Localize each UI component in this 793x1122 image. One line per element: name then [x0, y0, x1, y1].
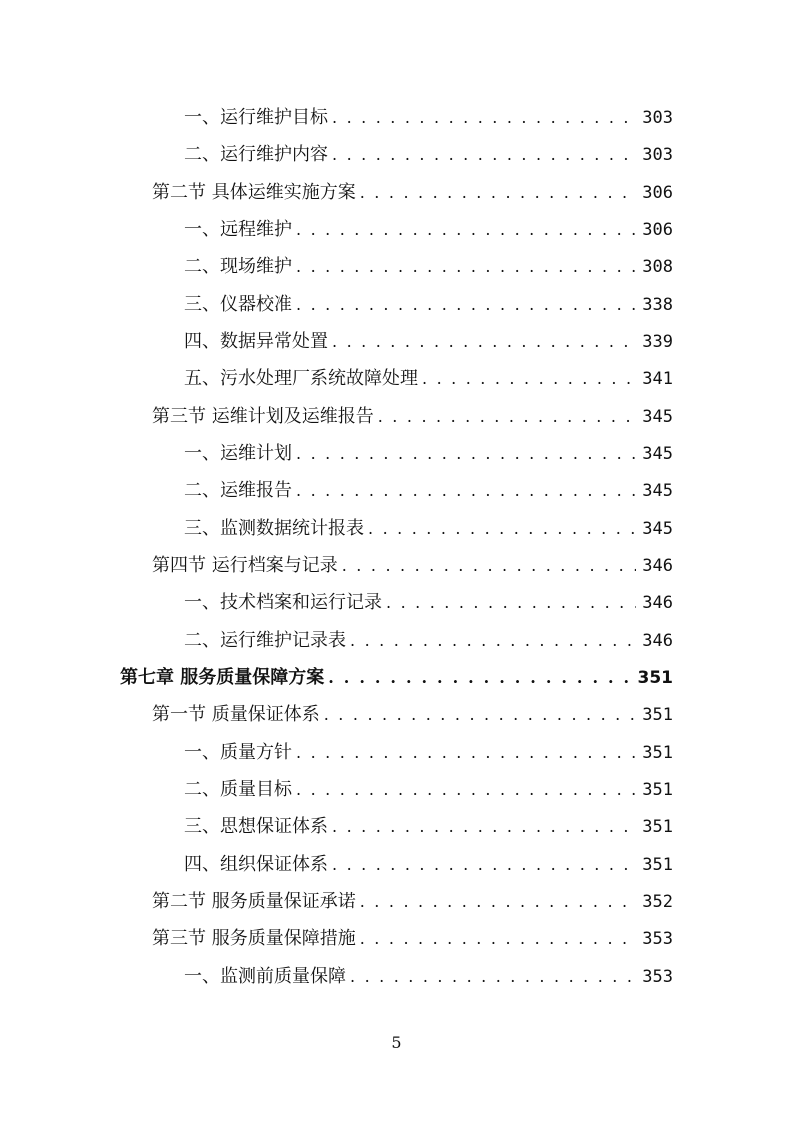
toc-leader-dots [350, 627, 636, 655]
toc-entry[interactable] [184, 515, 673, 543]
toc-leader-dots [360, 925, 637, 953]
toc-entry-page: 353 [642, 929, 673, 949]
toc-leader-dots [332, 141, 636, 169]
toc-entry-title: 三、仪器校准 [184, 294, 292, 315]
toc-leader-dots [350, 963, 636, 991]
page-number: 5 [391, 1033, 402, 1052]
toc-entry-page: 303 [642, 108, 673, 128]
toc-entry-page: 303 [642, 145, 673, 165]
toc-entry-title: 二、运行维护记录表 [184, 630, 346, 651]
toc-entry[interactable] [184, 216, 673, 244]
toc-entry-page: 306 [642, 183, 673, 203]
toc-leader-dots [386, 589, 636, 617]
toc-leader-dots [360, 888, 637, 916]
toc-entry[interactable] [152, 552, 673, 580]
toc-entry-page: 345 [642, 519, 673, 539]
toc-leader-dots [324, 701, 637, 729]
toc-entry-page: 352 [642, 892, 673, 912]
toc-entry-page: 351 [642, 780, 673, 800]
toc-entry[interactable] [152, 888, 673, 916]
toc-entry[interactable] [184, 739, 673, 767]
toc-entry-page: 345 [642, 444, 673, 464]
toc-entry-title: 一、监测前质量保障 [184, 966, 346, 987]
toc-entry-title: 三、监测数据统计报表 [184, 518, 364, 539]
toc-entry-page: 338 [642, 295, 673, 315]
toc-leader-dots [296, 477, 636, 505]
toc-entry[interactable] [184, 104, 673, 132]
toc-entry-page: 351 [642, 743, 673, 763]
toc-entry-title: 一、技术档案和运行记录 [184, 592, 382, 613]
toc-entry-page: 346 [642, 556, 673, 576]
toc-entry-page: 341 [642, 369, 673, 389]
toc-entry[interactable] [184, 440, 673, 468]
toc-leader-dots [296, 291, 636, 319]
toc-leader-dots [328, 664, 631, 692]
toc-entry-page: 351 [642, 855, 673, 875]
toc-entry[interactable] [184, 328, 673, 356]
toc-entry-title: 二、运行维护内容 [184, 144, 328, 165]
toc-entry[interactable] [152, 403, 673, 431]
toc-entry-page: 346 [642, 593, 673, 613]
toc-entry-title: 第三节 服务质量保障措施 [152, 928, 356, 949]
toc-entry-title: 第二节 具体运维实施方案 [152, 182, 356, 203]
toc-entry-page: 351 [637, 668, 673, 688]
toc-entry-page: 345 [642, 481, 673, 501]
toc-entry-title: 第七章 服务质量保障方案 [120, 667, 325, 688]
toc-entry-title: 四、数据异常处置 [184, 331, 328, 352]
toc-entry[interactable] [152, 925, 673, 953]
toc-entry-page: 306 [642, 220, 673, 240]
toc-entry[interactable] [184, 963, 673, 991]
toc-entry[interactable] [184, 365, 673, 393]
toc-entry-title: 一、运维计划 [184, 443, 292, 464]
toc-leader-dots [296, 739, 636, 767]
toc-entry-title: 一、质量方针 [184, 742, 292, 763]
toc-entry-title: 一、运行维护目标 [184, 107, 328, 128]
toc-entry-title: 第二节 服务质量保证承诺 [152, 891, 356, 912]
toc-leader-dots [296, 440, 636, 468]
toc-leader-dots [332, 851, 636, 879]
toc-leader-dots [332, 813, 636, 841]
toc-entry-title: 二、质量目标 [184, 779, 292, 800]
toc-entry-page: 353 [642, 967, 673, 987]
toc-leader-dots [342, 552, 637, 580]
toc-entry-page: 346 [642, 631, 673, 651]
toc-entry[interactable] [152, 179, 673, 207]
toc-entry[interactable] [184, 813, 673, 841]
toc-entry[interactable] [184, 141, 673, 169]
toc-entry-page: 308 [642, 257, 673, 277]
toc-entry-title: 第一节 质量保证体系 [152, 704, 320, 725]
toc-entry-title: 第四节 运行档案与记录 [152, 555, 338, 576]
toc-leader-dots [296, 216, 636, 244]
toc-entry-page: 339 [642, 332, 673, 352]
toc-leader-dots [368, 515, 636, 543]
toc-chapter-entry[interactable] [120, 664, 673, 692]
toc-leader-dots [422, 365, 636, 393]
toc-entry-title: 一、远程维护 [184, 219, 292, 240]
toc-entry[interactable] [184, 776, 673, 804]
toc-entry[interactable] [184, 291, 673, 319]
toc-leader-dots [332, 328, 636, 356]
toc-leader-dots [296, 776, 636, 804]
toc-entry-page: 351 [642, 705, 673, 725]
toc-entry-page: 351 [642, 817, 673, 837]
toc-entry[interactable] [184, 627, 673, 655]
toc-leader-dots [332, 104, 636, 132]
toc-entry[interactable] [184, 589, 673, 617]
toc-entry-title: 四、组织保证体系 [184, 854, 328, 875]
toc-entry-page: 345 [642, 407, 673, 427]
toc-entry[interactable] [184, 851, 673, 879]
toc-entry[interactable] [152, 701, 673, 729]
toc-entry[interactable] [184, 253, 673, 281]
toc-entry-title: 二、运维报告 [184, 480, 292, 501]
toc-entry-title: 第三节 运维计划及运维报告 [152, 406, 374, 427]
toc-leader-dots [360, 179, 637, 207]
toc-entry-title: 三、思想保证体系 [184, 816, 328, 837]
toc-entry[interactable] [184, 477, 673, 505]
toc-leader-dots [378, 403, 637, 431]
toc-entry-title: 五、污水处理厂系统故障处理 [184, 368, 418, 389]
toc-leader-dots [296, 253, 636, 281]
toc-entry-title: 二、现场维护 [184, 256, 292, 277]
